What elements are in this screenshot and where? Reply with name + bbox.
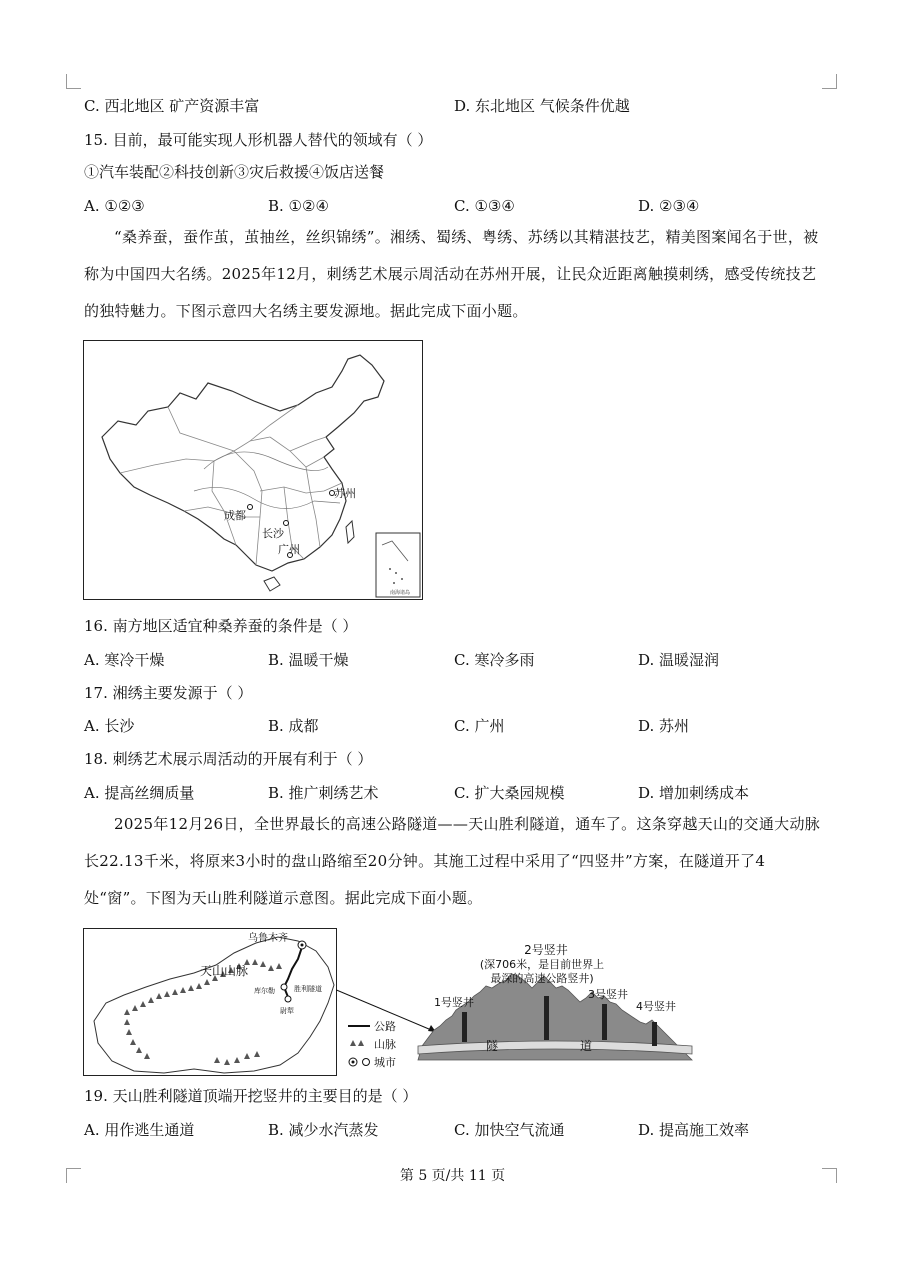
q16-option-c: C. 寒冷多雨 xyxy=(454,651,535,669)
shaft-2-note-1: (深706米，是目前世界上 xyxy=(479,958,605,971)
q15-option-d: D. ②③④ xyxy=(638,197,700,215)
svg-text:成都: 成都 xyxy=(224,509,246,522)
xinjiang-map-svg xyxy=(84,929,336,1075)
q16-option-b: B. 温暖干燥 xyxy=(268,651,349,669)
legend-mountain: 山脉 xyxy=(374,1038,396,1051)
q19-option-b: B. 减少水汽蒸发 xyxy=(268,1121,379,1139)
passage-tianshan-tunnel: 2025年12月26日，全世界最长的高速公路隧道——天山胜利隧道，通车了。这条穿越天山的交通大动脉长22.13千米，将原来3小时的盘山路缩至20分钟。其施工过程中采用了“四竖井”方案，在隧道开了4处“窗”。下图为天山胜利隧道示意图。据此完成下面小题。 xyxy=(84,815,821,907)
q14-option-c: C. 西北地区 矿产资源丰富 xyxy=(84,97,260,115)
q14-option-d: D. 东北地区 气候条件优越 xyxy=(454,97,630,115)
shaft-3 xyxy=(602,1004,607,1040)
tianshan-label: 天山山脉 xyxy=(200,964,249,978)
page-footer: 第 5 页/共 11 页 xyxy=(399,1168,506,1184)
q18-option-d: D. 增加刺绣成本 xyxy=(638,784,750,802)
q18-option-b: B. 推广刺绣艺术 xyxy=(268,784,379,802)
shaft-2-label: 2号竖井 xyxy=(524,943,568,957)
q18-stem: 18. 刺绣艺术展示周活动的开展有利于（ ） xyxy=(84,750,373,768)
tunnel-label: 胜利隧道 xyxy=(294,985,322,993)
shaft-4 xyxy=(652,1022,657,1046)
legend-road: 公路 xyxy=(374,1020,396,1033)
south-china-sea-inset xyxy=(376,533,420,597)
tianshan-location-map xyxy=(83,928,337,1076)
shaft-2-note-2: 最深的高速公路竖井) xyxy=(490,972,594,985)
tunnel-text-2: 道 xyxy=(580,1039,593,1053)
passage-embroidery: “桑养蚕，蚕作茧，茧抽丝，丝织锦绣”。湘绣、蜀绣、粤绣、苏绣以其精湛技艺，精美图案闻名于世，被称为中国四大名绣。2025年12月，刺绣艺术展示周活动在苏州开展，让民众近距离触摸刺绣，感受传统技艺的独特魅力。下图示意四大名绣主要发源地。据此完成下面小题。 xyxy=(84,228,819,320)
q17-option-a: A. 长沙 xyxy=(84,717,135,735)
svg-text:乌鲁木齐: 乌鲁木齐 xyxy=(248,933,288,944)
q17-option-b: B. 成都 xyxy=(268,717,319,735)
q18-option-c: C. 扩大桑园规模 xyxy=(454,784,565,802)
q16-option-d: D. 温暖湿润 xyxy=(638,651,720,669)
q17-stem: 17. 湘绣主要发源于（ ） xyxy=(84,684,253,702)
legend-city: 城市 xyxy=(374,1056,396,1069)
hainan-island xyxy=(264,577,280,591)
q19-stem: 19. 天山胜利隧道顶端开挖竖井的主要目的是（ ） xyxy=(84,1087,418,1105)
q15-option-b: B. ①②④ xyxy=(268,197,329,215)
province-boundaries xyxy=(120,405,342,565)
q19-option-a: A. 用作逃生通道 xyxy=(84,1121,195,1139)
q15-option-c: C. ①③④ xyxy=(454,197,515,215)
q16-stem: 16. 南方地区适宜种桑养蚕的条件是（ ） xyxy=(84,617,358,635)
q16-option-a: A. 寒冷干燥 xyxy=(84,651,165,669)
tunnel-profile-diagram xyxy=(336,926,716,1076)
q15-option-a: A. ①②③ xyxy=(84,197,145,215)
map-legend xyxy=(348,1020,396,1069)
city-chengdu xyxy=(224,505,253,523)
q17-option-c: C. 广州 xyxy=(454,717,505,735)
city-suzhou xyxy=(330,486,357,500)
svg-text:尉犁: 尉犁 xyxy=(280,1007,294,1015)
inset-label: 南海诸岛 xyxy=(389,590,411,596)
corner-mark-top-right xyxy=(822,74,837,89)
svg-text:库尔勒: 库尔勒 xyxy=(254,987,275,995)
q19-option-d: D. 提高施工效率 xyxy=(638,1121,750,1139)
q18-option-a: A. 提高丝绸质量 xyxy=(84,784,195,802)
q17-option-d: D. 苏州 xyxy=(638,717,690,735)
china-outline xyxy=(102,355,384,571)
china-map-svg xyxy=(84,341,422,599)
shaft-1-label: 1号竖井 xyxy=(434,996,474,1009)
city-urumqi xyxy=(248,931,306,949)
q15-items: ①汽车装配②科技创新③灾后救援④饭店送餐 xyxy=(84,163,385,181)
q15-stem: 15. 目前，最可能实现人形机器人替代的领域有（ ） xyxy=(84,131,433,149)
city-yuli xyxy=(280,996,294,1015)
tunnel-text-1: 隧 xyxy=(486,1039,499,1053)
shaft-4-label: 4号竖井 xyxy=(636,1000,676,1013)
city-guangzhou xyxy=(278,542,300,558)
svg-text:广州: 广州 xyxy=(278,543,300,556)
city-korla xyxy=(254,984,287,995)
taiwan-island xyxy=(346,521,354,543)
svg-text:苏州: 苏州 xyxy=(334,487,356,500)
corner-mark-top-left xyxy=(66,74,81,89)
china-embroidery-map xyxy=(83,340,423,600)
shaft-3-label: 3号竖井 xyxy=(588,988,628,1001)
svg-text:长沙: 长沙 xyxy=(262,527,284,540)
city-changsha xyxy=(262,521,289,541)
q19-option-c: C. 加快空气流通 xyxy=(454,1121,565,1139)
shaft-2 xyxy=(544,996,549,1040)
shaft-1 xyxy=(462,1012,467,1042)
